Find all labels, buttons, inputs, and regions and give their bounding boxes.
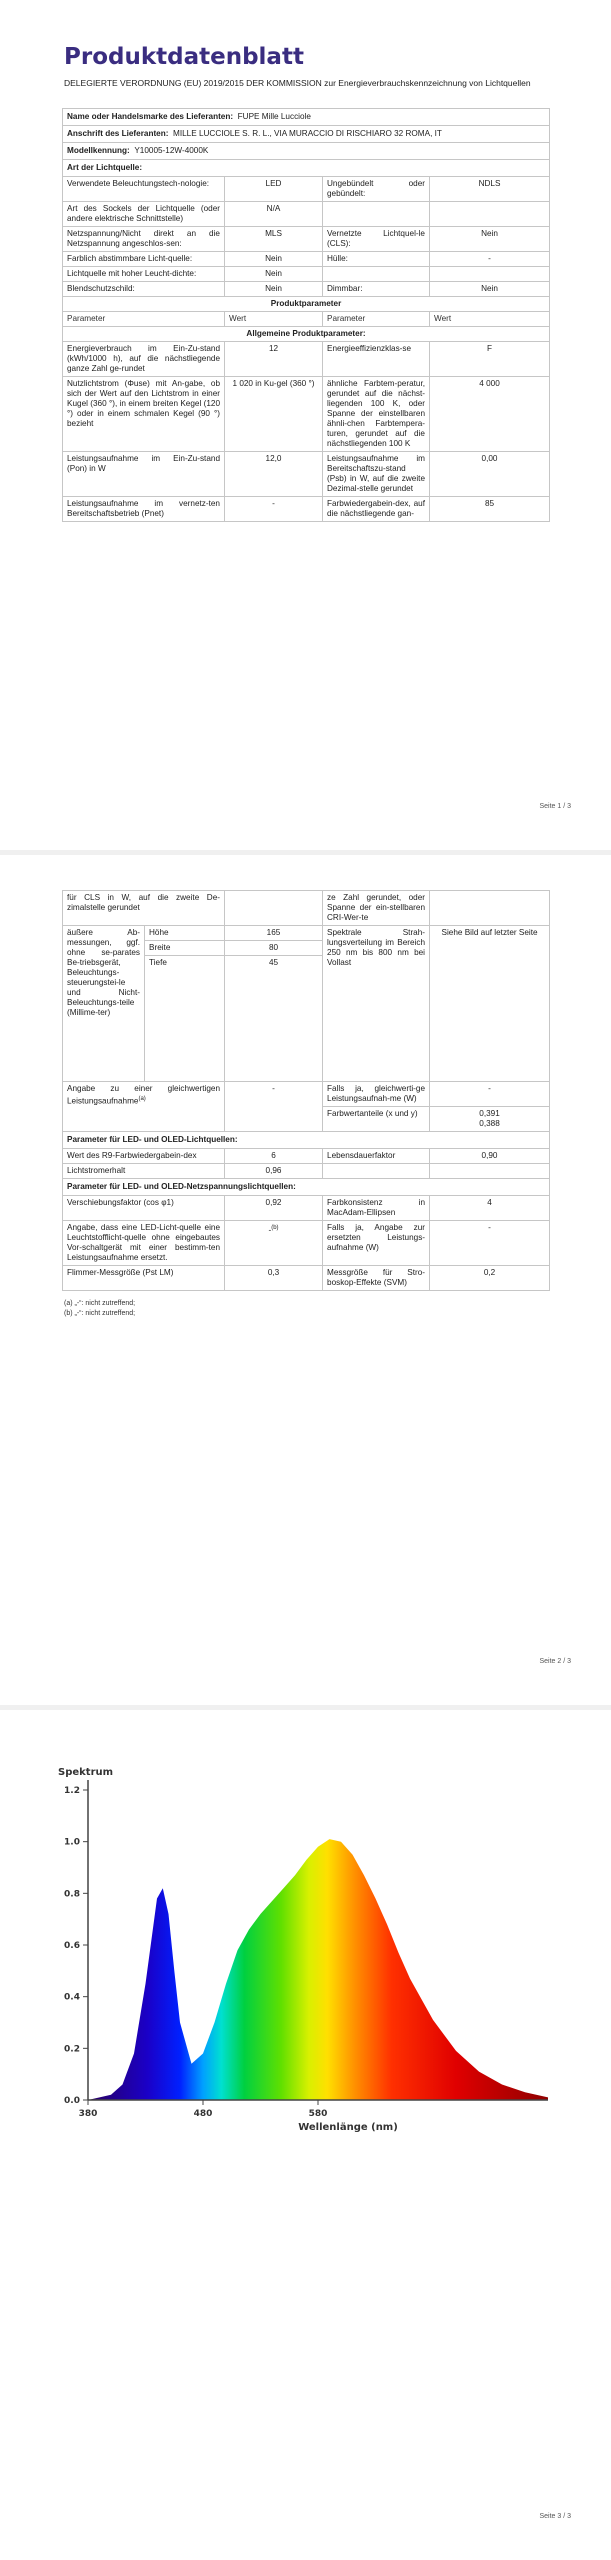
param-value: - — [430, 1221, 550, 1266]
param-value — [430, 1164, 550, 1179]
width-value: 80 — [225, 941, 323, 956]
param-label: Ungebündelt oder gebündelt: — [323, 177, 430, 202]
column-header-value: Wert — [430, 312, 550, 327]
datasheet-table-page-1 — [62, 108, 550, 522]
param-value: NDLS — [430, 177, 550, 202]
product-params-heading-row — [63, 297, 550, 312]
param-value: 0,00 — [430, 452, 550, 497]
param-label: ze Zahl gerundet, oder Spanne der ein-stellbaren CRI-Wer-te — [323, 891, 430, 926]
datasheet-table-page-2 — [62, 890, 550, 1291]
param-label — [323, 267, 430, 282]
supplier-name: FUPE Mille Lucciole — [237, 112, 311, 121]
depth-value: 45 — [225, 956, 323, 1082]
dimensions-row — [63, 926, 550, 941]
table-row — [63, 1149, 550, 1164]
param-label: Falls ja, Angabe zur ersetzten Leistungs-aufnahme (W) — [323, 1221, 430, 1266]
footnote-b: (b) „-“: nicht zutreffend; — [64, 1310, 136, 1317]
spectral-value: Siehe Bild auf letzter Seite — [430, 926, 550, 1082]
param-value: Nein — [225, 252, 323, 267]
param-label: Nutzlichtstrom (Φuse) mit An-gabe, ob sich der Wert auf den Lichtstrom in einer Kugel (360 °), in einem breiten Kegel (120 °) oder in einem schmalen Kegel (90 °) bezieht — [63, 377, 225, 452]
param-value: 4 — [430, 1196, 550, 1221]
param-label: Farbkonsistenz in MacAdam-Ellipsen — [323, 1196, 430, 1221]
param-label: Leistungsaufnahme im Bereitschaftszu-stand (Psb) in W, auf die zweite Dezimal-stelle gerundet — [323, 452, 430, 497]
y-tick-label: 0.6 — [64, 1941, 80, 1951]
param-label: ähnliche Farbtem-peratur, gerundet auf die nächst-liegenden 100 K, oder Spanne der einstellbaren ähnli-chen Farbtempera-turen, gerundet auf die nächstliegenden 100 K — [323, 377, 430, 452]
dimensions-label: äußere Ab-messungen, ggf. ohne se-parates Be-triebsgerät, Beleuchtungs-steuerungstei-le und Nicht-Beleuchtungs-teile (Millime-ter) — [63, 926, 145, 1082]
param-value: 85 — [430, 497, 550, 522]
chromaticity-values — [430, 1107, 550, 1132]
param-label: Farblich abstimmbare Licht-quelle: — [63, 252, 225, 267]
param-label: Blendschutzschild: — [63, 282, 225, 297]
param-label: Lichtstromerhalt — [63, 1164, 225, 1179]
param-label: Hülle: — [323, 252, 430, 267]
model-row — [63, 143, 550, 160]
supplier-address: MILLE LUCCIOLE S. R. L., VIA MURACCIO DI RISCHIARO 32 ROMA, IT — [173, 129, 442, 138]
param-value: MLS — [225, 227, 323, 252]
x-axis-label: Wellenlänge (nm) — [298, 2122, 398, 2133]
page-number: Seite 3 / 3 — [539, 2513, 571, 2520]
param-value — [430, 202, 550, 227]
spectral-label: Spektrale Strah-lungsverteilung im Bereich 250 nm bis 800 nm bei Vollast — [323, 926, 430, 1082]
depth-label: Tiefe — [145, 956, 225, 1082]
param-label: Leistungsaufnahme im vernetz-ten Bereitschaftsbetrieb (Pnet) — [63, 497, 225, 522]
general-params-heading-row — [63, 327, 550, 342]
param-label: Dimmbar: — [323, 282, 430, 297]
led-heading-row — [63, 1132, 550, 1149]
footnote-marker: (b) — [271, 1225, 279, 1231]
footnote-a: (a) „-“: nicht zutreffend; — [64, 1300, 136, 1307]
replace-value-cell — [225, 1221, 323, 1266]
table-row — [63, 202, 550, 227]
param-value — [225, 891, 323, 926]
width-label: Breite — [145, 941, 225, 956]
table-row — [63, 1164, 550, 1179]
param-label: Verwendete Beleuchtungstech-nologie: — [63, 177, 225, 202]
table-row — [63, 252, 550, 267]
table-row — [63, 282, 550, 297]
param-value: - — [225, 497, 323, 522]
column-header-param: Parameter — [323, 312, 430, 327]
document-title: Produktdatenblatt — [64, 44, 304, 70]
param-value: 0,90 — [430, 1149, 550, 1164]
table-row — [63, 342, 550, 377]
param-label: Flimmer-Messgröße (Pst LM) — [63, 1266, 225, 1291]
param-label: Angabe, dass eine LED-Licht-quelle eine Leuchtstofflicht-quelle ohne eingebautes Vor-schaltgerät mit einer bestimm-ten Leistungsaufnahme ersetzt. — [63, 1221, 225, 1266]
param-label: Vernetzte Lichtquel-le (CLS): — [323, 227, 430, 252]
param-value: 1 020 in Ku-gel (360 °) — [225, 377, 323, 452]
chromaticity-label: Farbwertanteile (x und y) — [323, 1107, 430, 1132]
y-tick-label: 0.0 — [64, 2096, 80, 2106]
product-params-heading: Produktparameter — [63, 297, 550, 312]
param-value: Nein — [430, 282, 550, 297]
y-tick-label: 1.0 — [64, 1837, 80, 1848]
document-subtitle: DELEGIERTE VERORDNUNG (EU) 2019/2015 DER KOMMISSION zur Energieverbrauchskennzeichnung von Lichtquellen — [64, 78, 531, 88]
page-number: Seite 2 / 3 — [539, 1658, 571, 1665]
y-tick-label: 0.8 — [64, 1889, 80, 1900]
chromaticity-y: 0,388 — [479, 1119, 500, 1128]
param-value: F — [430, 342, 550, 377]
param-value: LED — [225, 177, 323, 202]
spectrum-area — [88, 1839, 548, 2100]
param-label: Leistungsaufnahme im Ein-Zu-stand (Pon) in W — [63, 452, 225, 497]
param-value: 0,3 — [225, 1266, 323, 1291]
mains-params-heading: Parameter für LED- und OLED-Netzspannungslichtquellen: — [63, 1179, 550, 1196]
param-value: 4 000 — [430, 377, 550, 452]
column-header-row — [63, 312, 550, 327]
y-tick-label: 1.2 — [64, 1786, 80, 1796]
mains-heading-row — [63, 1179, 550, 1196]
param-value: - — [268, 1225, 272, 1235]
page-2 — [0, 855, 611, 1705]
param-value: N/A — [225, 202, 323, 227]
param-value: Nein — [225, 282, 323, 297]
table-row — [63, 1082, 550, 1107]
param-label: Wert des R9-Farbwiedergabein-dex — [63, 1149, 225, 1164]
supplier-address-label: Anschrift des Lieferanten: — [67, 129, 169, 138]
model-label: Modellkennung: — [67, 146, 130, 155]
param-value: - — [430, 1082, 550, 1107]
general-params-heading: Allgemeine Produktparameter: — [63, 327, 550, 342]
param-label — [323, 202, 430, 227]
table-row — [63, 1196, 550, 1221]
y-tick-label: 0.2 — [64, 2044, 80, 2055]
chromaticity-x: 0,391 — [479, 1109, 500, 1118]
page-3 — [0, 1710, 611, 2560]
table-row — [63, 267, 550, 282]
y-axis-label: Spektrum — [58, 1767, 114, 1778]
y-axis — [64, 1786, 88, 2106]
table-row — [63, 177, 550, 202]
footnote-marker: (a) — [138, 1096, 146, 1102]
x-axis — [79, 2100, 328, 2119]
param-value: 0,2 — [430, 1266, 550, 1291]
table-row — [63, 1221, 550, 1266]
supplier-address-row — [63, 126, 550, 143]
param-label: Lebensdauerfaktor — [323, 1149, 430, 1164]
param-value: 12,0 — [225, 452, 323, 497]
param-value: 6 — [225, 1149, 323, 1164]
param-value — [430, 891, 550, 926]
param-label: Messgröße für Stro-boskop-Effekte (SVM) — [323, 1266, 430, 1291]
supplier-name-row — [63, 109, 550, 126]
param-value: 0,96 — [225, 1164, 323, 1179]
param-value — [430, 267, 550, 282]
table-row — [63, 377, 550, 452]
height-label: Höhe — [145, 926, 225, 941]
table-row — [63, 891, 550, 926]
footnotes — [64, 1299, 135, 1319]
equivalent-power-value: - — [225, 1082, 323, 1132]
param-label: Verschiebungsfaktor (cos φ1) — [63, 1196, 225, 1221]
equivalent-power-text: Angabe zu einer gleichwertigen Leistungsaufnahme — [67, 1084, 221, 1106]
y-tick-label: 0.4 — [64, 1992, 80, 2003]
height-value: 165 — [225, 926, 323, 941]
page-1 — [0, 0, 611, 850]
led-params-heading: Parameter für LED- und OLED-Lichtquellen: — [63, 1132, 550, 1149]
param-label: Energieverbrauch im Ein-Zu-stand (kWh/1000 h), auf die nächstliegende ganze Zahl ge-rundet — [63, 342, 225, 377]
param-value: - — [430, 252, 550, 267]
param-value: Nein — [225, 267, 323, 282]
page-number: Seite 1 / 3 — [539, 803, 571, 810]
equivalent-power-label — [63, 1082, 225, 1132]
param-value: 0,92 — [225, 1196, 323, 1221]
param-label: für CLS in W, auf die zweite De-zimalstelle gerundet — [63, 891, 225, 926]
param-label: Netzspannung/Nicht direkt an die Netzspannung angeschlos-sen: — [63, 227, 225, 252]
source-type-heading: Art der Lichtquelle: — [63, 160, 550, 177]
column-header-value: Wert — [225, 312, 323, 327]
spectrum-chart — [48, 1745, 568, 2145]
param-label: Falls ja, gleichwerti-ge Leistungsaufnah-me (W) — [323, 1082, 430, 1107]
param-value: 12 — [225, 342, 323, 377]
table-row — [63, 227, 550, 252]
x-tick-label: 380 — [78, 2109, 98, 2119]
table-row — [63, 1266, 550, 1291]
source-type-row — [63, 160, 550, 177]
x-tick-label: 580 — [308, 2109, 328, 2119]
param-label — [323, 1164, 430, 1179]
x-tick-label: 480 — [193, 2109, 213, 2119]
param-value: Nein — [430, 227, 550, 252]
param-label: Energieeffizienzklas-se — [323, 342, 430, 377]
supplier-name-label: Name oder Handelsmarke des Lieferanten: — [67, 112, 234, 121]
table-row — [63, 452, 550, 497]
table-row — [63, 497, 550, 522]
column-header-param: Parameter — [63, 312, 225, 327]
param-label: Farbwiedergabein-dex, auf die nächstliegende gan- — [323, 497, 430, 522]
model-id: Y10005-12W-4000K — [134, 146, 209, 155]
param-label: Art des Sockels der Lichtquelle (oder andere elektrische Schnittstelle) — [63, 202, 225, 227]
param-label: Lichtquelle mit hoher Leucht-dichte: — [63, 267, 225, 282]
